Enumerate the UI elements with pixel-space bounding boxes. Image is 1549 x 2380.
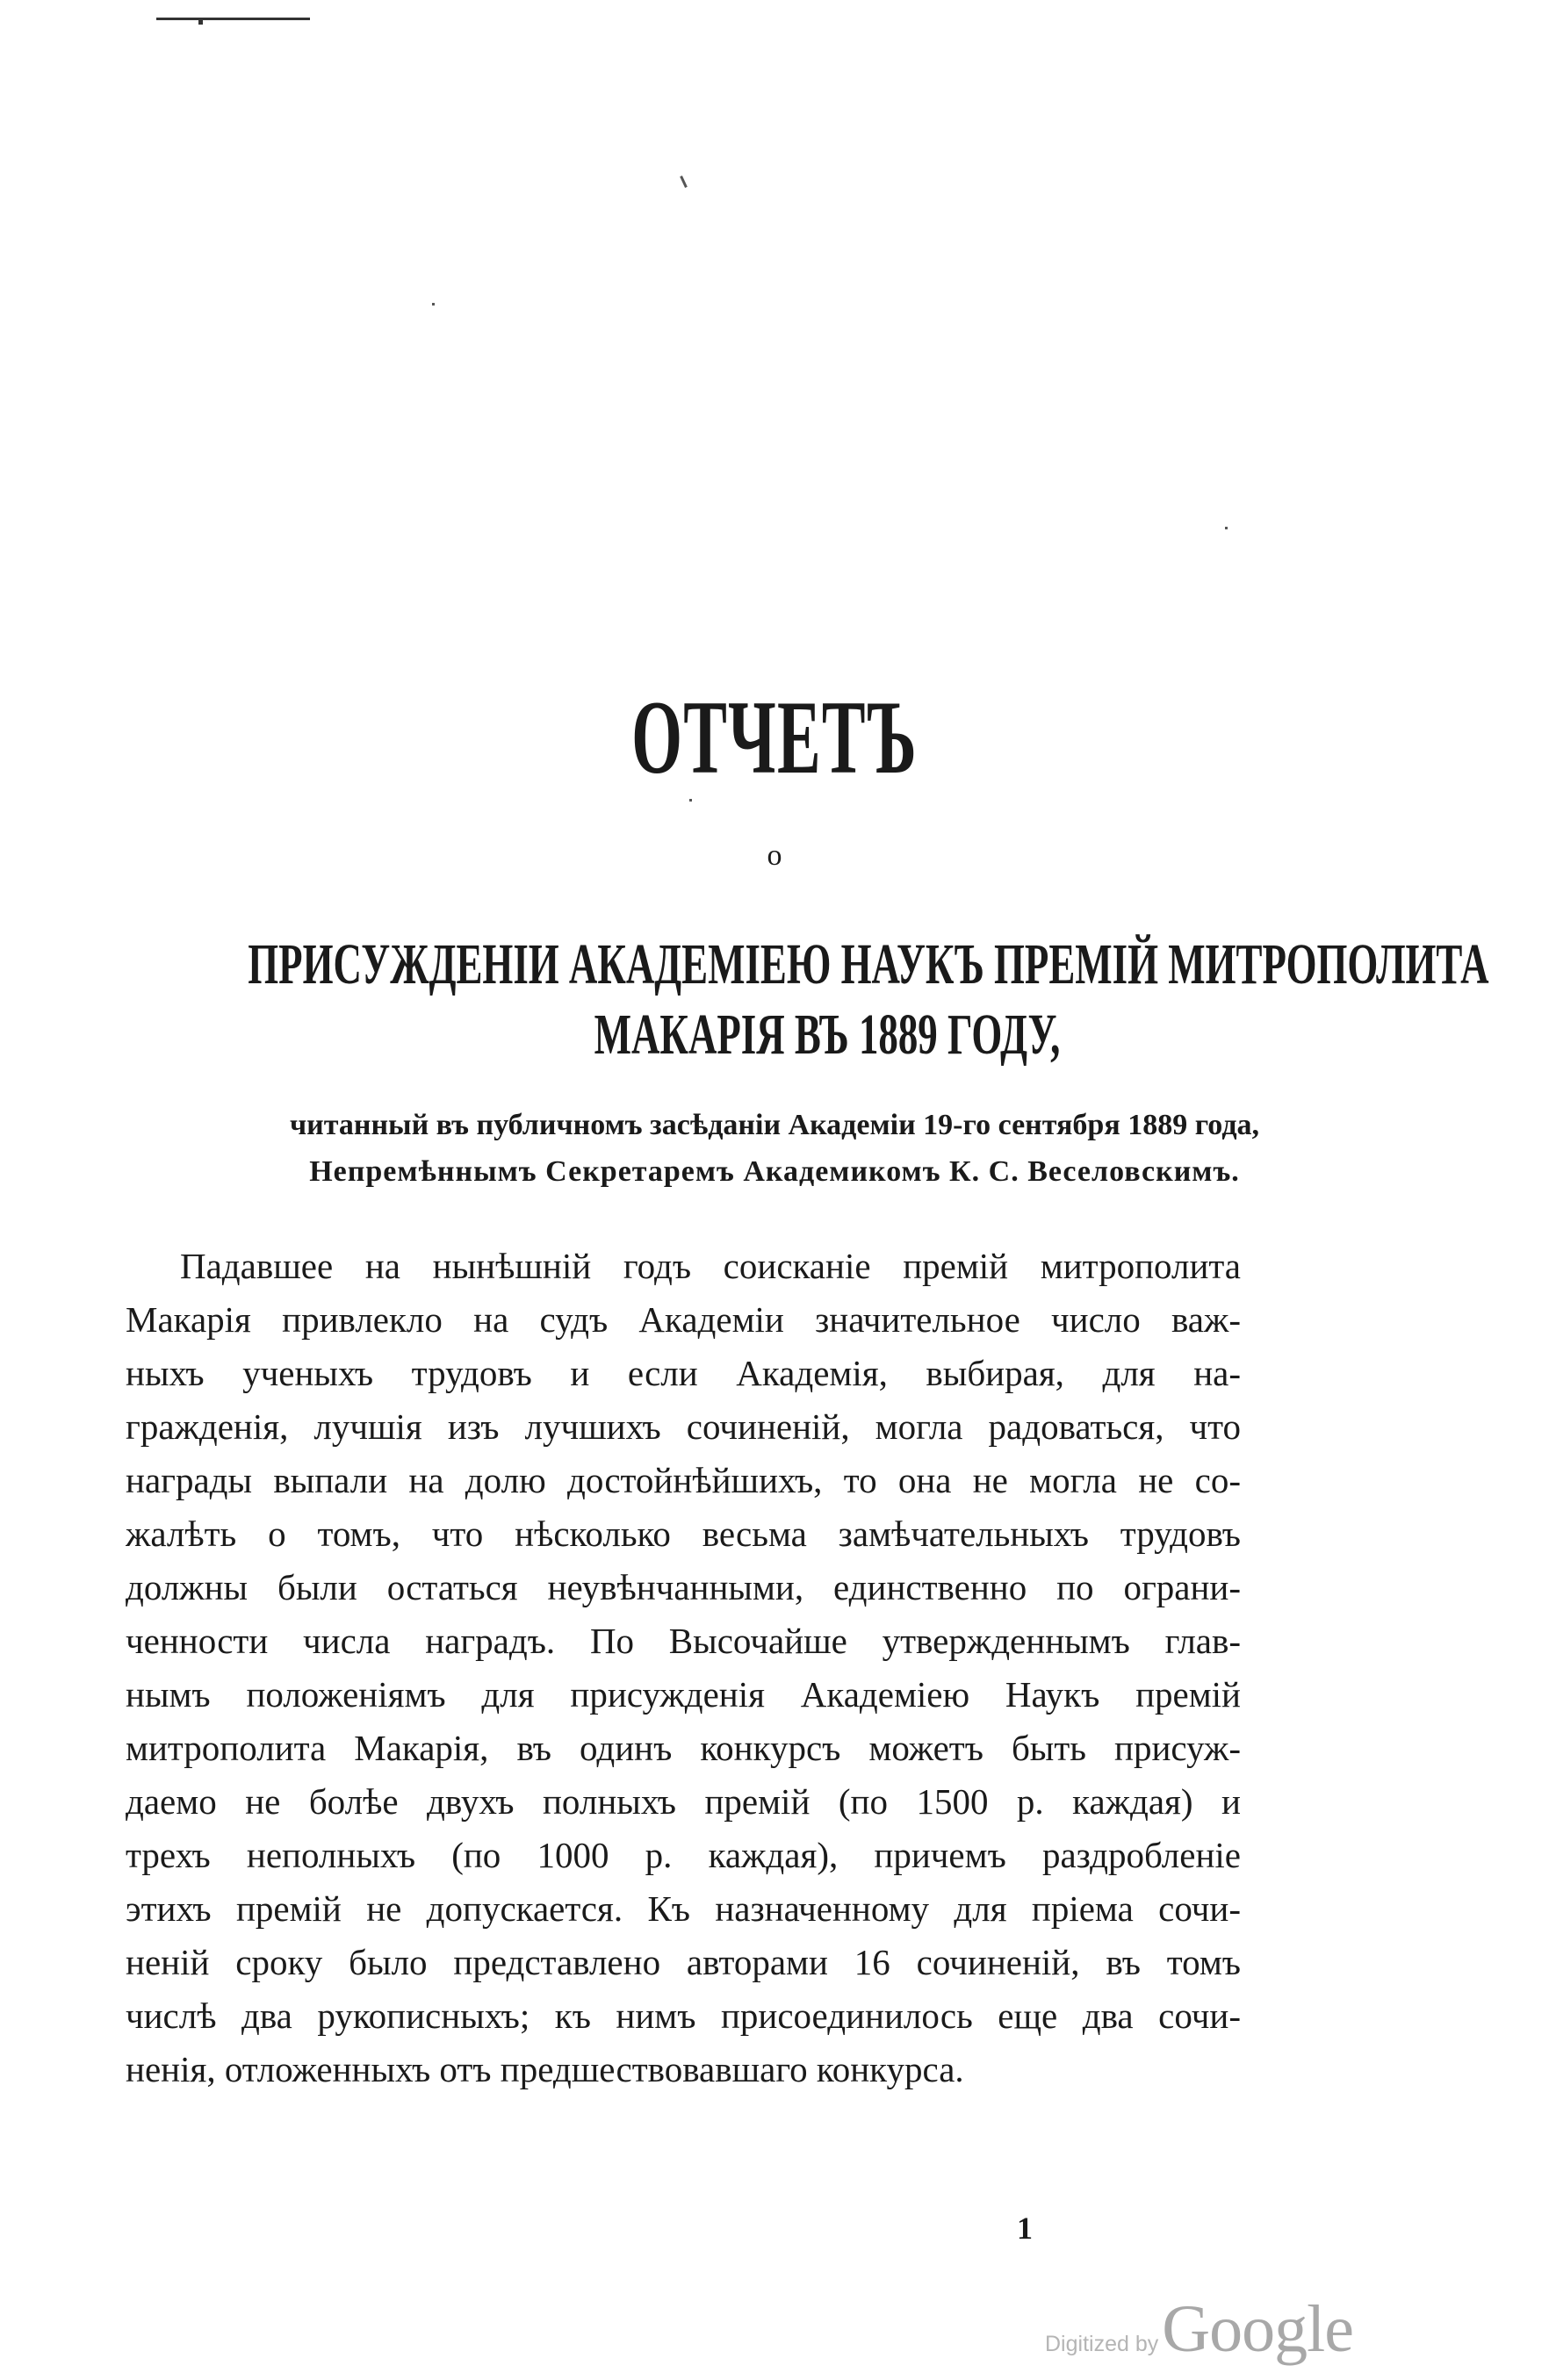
watermark-prefix: Digitized by (1045, 2332, 1159, 2356)
body-line: жалѣть о томъ, что нѣсколько весьма замѣчательныхъ трудовъ (126, 1514, 1241, 1554)
body-line: Падавшее на нынѣшній годъ соисканіе премій митрополита (180, 1246, 1241, 1286)
scan-speck (1225, 527, 1228, 529)
body-line: Макарія привлекло на судъ Академіи значительное число важ- (126, 1299, 1241, 1340)
body-paragraph (126, 1240, 1241, 2096)
body-line: ныхъ ученыхъ трудовъ и если Академія, выбирая, для на- (126, 1353, 1241, 1393)
body-line: этихъ премій не допускается. Къ назначенному для пріема сочи- (126, 1888, 1241, 1929)
byline-line-2: Непремѣннымъ Секретаремъ Академикомъ К. С. Веселовскимъ. (309, 1155, 1240, 1188)
scan-speck (689, 799, 692, 802)
body-line: ченности числа наградъ. По Высочайше утвержденнымъ глав- (126, 1621, 1241, 1661)
body-line: трехъ неполныхъ (по 1000 р. каждая), причемъ раздробленіе (126, 1835, 1241, 1875)
body-line: даемо не болѣе двухъ полныхъ премій (по 1500 р. каждая) и (126, 1781, 1241, 1822)
heading-line-2: МАКАРІЯ ВЪ 1889 ГОДУ, (594, 1003, 1061, 1067)
body-line: ненія, отложенныхъ отъ предшествовавшаго конкурса. (126, 2049, 964, 2089)
page-number: 1 (1017, 2211, 1033, 2246)
body-line: должны были остаться неувѣнчанными, единственно по ограни- (126, 1567, 1241, 1607)
google-logo: Google (1162, 2292, 1353, 2366)
heading-line-1: ПРИСУЖДЕНІИ АКАДЕМІЕЮ НАУКЪ ПРЕМІЙ МИТРОПОЛИТА (248, 932, 1489, 996)
body-line: митрополита Макарія, въ одинъ конкурсъ можетъ быть присуж- (126, 1728, 1241, 1768)
body-line: нымъ положеніямъ для присужденія Академіею Наукъ премій (126, 1674, 1241, 1715)
body-line: числѣ два рукописныхъ; къ нимъ присоединилось еще два сочи- (126, 1995, 1241, 2036)
body-line: гражденія, лучшія изъ лучшихъ сочиненій, могла радоваться, что (126, 1406, 1241, 1447)
body-line: неній сроку было представлено авторами 16 сочиненій, въ томъ (126, 1942, 1241, 1982)
scan-speck (680, 176, 688, 188)
body-line: награды выпали на долю достойнѣйшихъ, то она не могла не со- (126, 1460, 1241, 1500)
title-preposition: о (767, 839, 782, 872)
digitized-by-watermark (1045, 2291, 1353, 2366)
document-title: ОТЧЕТЪ (631, 679, 918, 795)
scan-speck (432, 303, 435, 306)
scan-artifact-mark (156, 16, 310, 21)
byline-line-1: читанный въ публичномъ засѣданіи Академіи 19-го сентября 1889 года, (289, 1109, 1260, 1141)
